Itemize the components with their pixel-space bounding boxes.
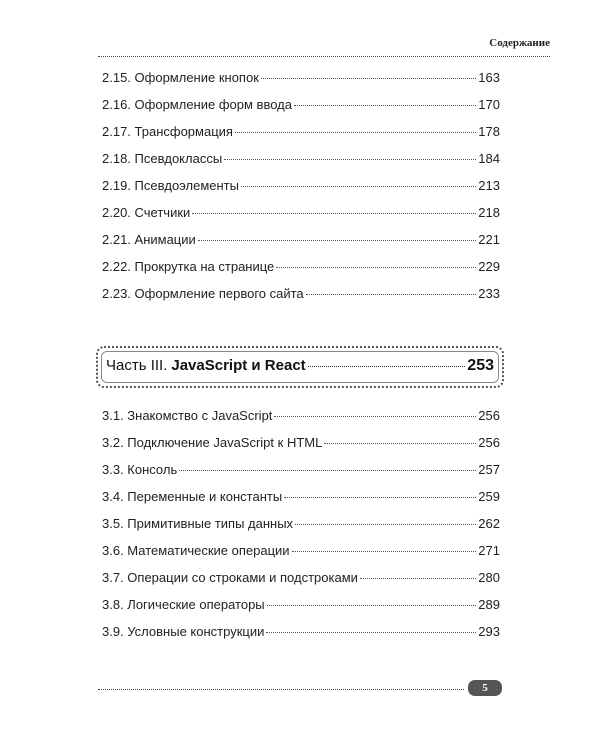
toc-entry[interactable]: [102, 570, 500, 597]
toc-entry[interactable]: [102, 232, 500, 259]
toc-entry-page: 293: [478, 624, 500, 639]
toc-entry-page: 221: [478, 232, 500, 247]
toc-entry-label: 3.9. Условные конструкции: [102, 624, 265, 639]
toc-entry-label: 2.17. Трансформация: [102, 124, 233, 139]
toc-entry-label: 3.5. Примитивные типы данных: [102, 516, 294, 531]
toc-entry-label: 3.8. Логические операторы: [102, 597, 265, 612]
toc-entry-leader: [274, 416, 476, 417]
toc-entry[interactable]: [102, 543, 500, 570]
toc-entry-leader: [267, 605, 477, 606]
toc-entry[interactable]: [102, 151, 500, 178]
toc-entry-page: 289: [478, 597, 500, 612]
toc-entry[interactable]: [102, 178, 500, 205]
header-divider: [98, 56, 550, 57]
toc-entry-label: 2.23. Оформление первого сайта: [102, 286, 304, 301]
page-number-badge: [468, 680, 502, 696]
toc-list-chapter-3: [102, 408, 500, 651]
toc-entry[interactable]: [102, 286, 500, 313]
toc-entry-leader: [292, 551, 477, 552]
toc-entry-leader: [192, 213, 476, 214]
toc-entry-page: 280: [478, 570, 500, 585]
part-heading[interactable]: [106, 357, 494, 375]
toc-entry[interactable]: [102, 70, 500, 97]
toc-entry-label: 3.6. Математические операции: [102, 543, 290, 558]
toc-entry[interactable]: [102, 462, 500, 489]
toc-entry-label: 2.22. Прокрутка на странице: [102, 259, 275, 274]
toc-entry[interactable]: [102, 597, 500, 624]
toc-entry-leader: [295, 524, 476, 525]
toc-list-chapter-2: [102, 70, 500, 313]
part-heading-prefix: Часть III.: [106, 357, 168, 374]
toc-entry-page: 257: [478, 462, 500, 477]
toc-entry-page: 218: [478, 205, 500, 220]
footer-divider: [98, 689, 464, 690]
toc-entry-leader: [324, 443, 476, 444]
toc-entry-leader: [294, 105, 476, 106]
toc-entry[interactable]: [102, 624, 500, 651]
toc-entry-leader: [266, 632, 476, 633]
part-heading-leader: [308, 366, 466, 367]
toc-entry-label: 3.1. Знакомство с JavaScript: [102, 408, 273, 423]
toc-entry[interactable]: [102, 489, 500, 516]
toc-entry-page: 271: [478, 543, 500, 558]
toc-entry-leader: [235, 132, 476, 133]
toc-entry-page: 163: [478, 70, 500, 85]
toc-entry-leader: [360, 578, 476, 579]
toc-entry-leader: [306, 294, 477, 295]
toc-entry-page: 184: [478, 151, 500, 166]
toc-entry[interactable]: [102, 408, 500, 435]
toc-entry-label: 2.18. Псевдоклассы: [102, 151, 223, 166]
toc-entry-leader: [276, 267, 476, 268]
part-heading-title: JavaScript и React: [171, 357, 306, 374]
part-heading-box: [96, 346, 504, 388]
toc-entry-leader: [198, 240, 477, 241]
toc-entry[interactable]: [102, 516, 500, 543]
toc-entry-label: 2.15. Оформление кнопок: [102, 70, 259, 85]
toc-entry-label: 3.3. Консоль: [102, 462, 178, 477]
toc-entry-page: 262: [478, 516, 500, 531]
toc-entry[interactable]: [102, 124, 500, 151]
page-number: 5: [482, 682, 488, 694]
toc-entry-label: 3.7. Операции со строками и подстроками: [102, 570, 358, 585]
toc-entry-page: 170: [478, 97, 500, 112]
toc-entry-page: 233: [478, 286, 500, 301]
part-heading-page: 253: [467, 357, 494, 374]
toc-entry-page: 256: [478, 408, 500, 423]
toc-entry-leader: [241, 186, 476, 187]
toc-entry-leader: [179, 470, 476, 471]
toc-entry-page: 178: [478, 124, 500, 139]
toc-entry-label: 3.2. Подключение JavaScript к HTML: [102, 435, 323, 450]
toc-entry-page: 256: [478, 435, 500, 450]
toc-entry[interactable]: [102, 97, 500, 124]
toc-entry[interactable]: [102, 205, 500, 232]
toc-entry[interactable]: [102, 259, 500, 286]
toc-entry-leader: [284, 497, 476, 498]
toc-entry[interactable]: [102, 435, 500, 462]
toc-entry-label: 2.19. Псевдоэлементы: [102, 178, 239, 193]
toc-entry-leader: [261, 78, 476, 79]
toc-entry-label: 3.4. Переменные и константы: [102, 489, 283, 504]
toc-entry-page: 259: [478, 489, 500, 504]
toc-entry-label: 2.20. Счетчики: [102, 205, 191, 220]
toc-entry-label: 2.16. Оформление форм ввода: [102, 97, 292, 112]
toc-entry-leader: [224, 159, 476, 160]
running-header-title: Содержание: [489, 37, 550, 49]
toc-entry-page: 213: [478, 178, 500, 193]
toc-entry-page: 229: [478, 259, 500, 274]
toc-entry-label: 2.21. Анимации: [102, 232, 196, 247]
